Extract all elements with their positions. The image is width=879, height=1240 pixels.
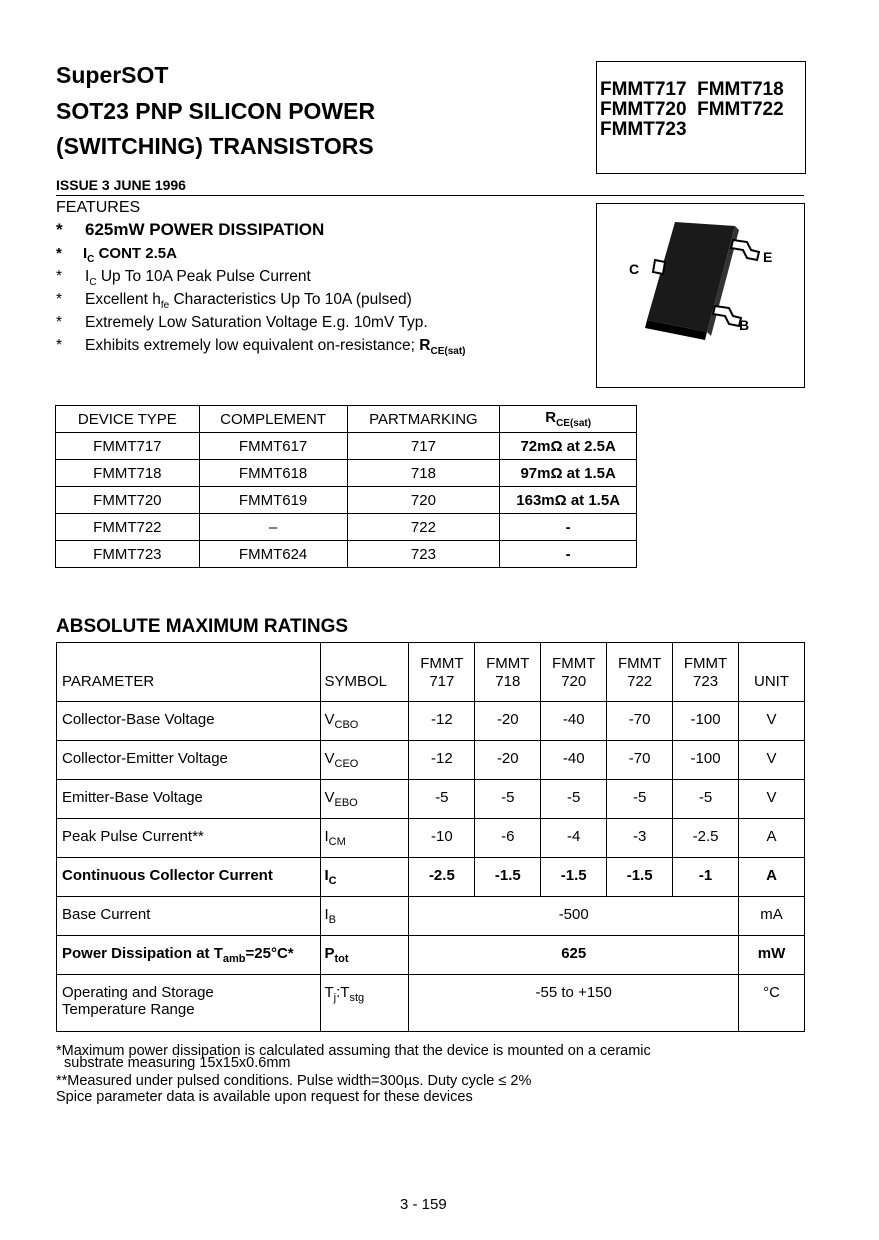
cell-complement: – <box>199 514 347 541</box>
cell-rce: - <box>500 514 637 541</box>
features-heading: FEATURES <box>56 199 141 216</box>
column-header: FMMT 718 <box>475 643 541 702</box>
header-divider <box>56 195 804 196</box>
footnote-1: *Maximum power dissipation is calculated assuming that the device is mounted on a ceramic <box>56 1043 651 1059</box>
part-numbers-2: FMMT720 FMMT722 <box>600 99 784 120</box>
cell-complement: FMMT618 <box>199 460 347 487</box>
table-row: Collector-Base Voltage $V_{CBO}$ -12 -20 -40 -70 -100 V <box>57 702 805 741</box>
issue-date: ISSUE 3 JUNE 1996 <box>56 177 186 193</box>
table-row: Continuous Collector Current $I_C$ -2.5 -1.5 -1.5 -1.5 -1 A <box>57 858 805 897</box>
table-row <box>56 541 637 568</box>
cell-device: FMMT720 <box>56 487 200 514</box>
table-row: Operating and Storage Temperature Range $T_j:T_{stg}$ -55 to +150 °C <box>57 975 805 1032</box>
column-header: SYMBOL <box>321 643 409 702</box>
column-header: FMMT 717 <box>409 643 475 702</box>
table-row <box>56 433 637 460</box>
table-row <box>56 514 637 541</box>
cell-device: FMMT723 <box>56 541 200 568</box>
cell-rce: 163mΩ at 1.5A <box>500 487 637 514</box>
table-row: Collector-Emitter Voltage $V_{CEO}$ -12 -20 -40 -70 -100 V <box>57 741 805 780</box>
cell-marking: 718 <box>347 460 500 487</box>
column-header: $R_{CE(sat)}$ <box>500 406 637 433</box>
table-header-row <box>57 643 805 702</box>
column-header: PARAMETER <box>57 643 321 702</box>
footnote-2: **Measured under pulsed conditions. Pulse width=300µs. Duty cycle ≤ 2% <box>56 1073 532 1089</box>
cell-complement: FMMT624 <box>199 541 347 568</box>
cell-device: FMMT722 <box>56 514 200 541</box>
section-title: ABSOLUTE MAXIMUM RATINGS <box>56 616 349 637</box>
part-number-box <box>596 61 806 174</box>
cell-complement: FMMT617 <box>199 433 347 460</box>
table-row <box>56 460 637 487</box>
column-header: FMMT 720 <box>541 643 607 702</box>
product-title-line-1: SOT23 PNP SILICON POWER <box>56 98 376 124</box>
device-table <box>55 405 637 568</box>
cell-marking: 723 <box>347 541 500 568</box>
pin-label-e: E <box>763 249 773 265</box>
page-number: 3 - 159 <box>400 1196 447 1213</box>
package-image-box <box>596 203 805 388</box>
table-row: Power Dissipation at $T_{amb}=25^\circ C*$ $P_{tot}$ 625 mW <box>57 936 805 975</box>
column-header: FMMT 723 <box>673 643 739 702</box>
table-row: Base Current $I_B$ -500 mA <box>57 897 805 936</box>
cell-marking: 720 <box>347 487 500 514</box>
column-header: FMMT 722 <box>607 643 673 702</box>
cell-marking: 717 <box>347 433 500 460</box>
table-row: Emitter-Base Voltage $V_{EBO}$ -5 -5 -5 -5 -5 V <box>57 780 805 819</box>
product-title-line-2: (SWITCHING) TRANSISTORS <box>56 133 374 159</box>
brand-title: SuperSOT <box>56 62 169 88</box>
column-header: COMPLEMENT <box>199 406 347 433</box>
table-header-row <box>56 406 637 433</box>
table-row: Peak Pulse Current** $I_{CM}$ -10 -6 -4 -3 -2.5 A <box>57 819 805 858</box>
cell-rce: 72mΩ at 2.5A <box>500 433 637 460</box>
column-header: DEVICE TYPE <box>56 406 200 433</box>
part-numbers-3: FMMT723 <box>600 119 687 140</box>
cell-complement: FMMT619 <box>199 487 347 514</box>
cell-rce: - <box>500 541 637 568</box>
part-numbers-1: FMMT717 FMMT718 <box>600 79 784 100</box>
pin-label-b: B <box>739 317 750 333</box>
column-header: PARTMARKING <box>347 406 500 433</box>
cell-device: FMMT718 <box>56 460 200 487</box>
footnote-1-continued: substrate measuring 15x15x0.6mm <box>64 1055 291 1071</box>
column-header: UNIT <box>739 643 805 702</box>
pin-label-c: C <box>629 261 640 277</box>
cell-device: FMMT717 <box>56 433 200 460</box>
table-row <box>56 487 637 514</box>
footnote-3: Spice parameter data is available upon request for these devices <box>56 1089 473 1105</box>
cell-rce: 97mΩ at 1.5A <box>500 460 637 487</box>
cell-marking: 722 <box>347 514 500 541</box>
sot23-package-icon <box>597 204 803 386</box>
ratings-table <box>56 642 805 1032</box>
